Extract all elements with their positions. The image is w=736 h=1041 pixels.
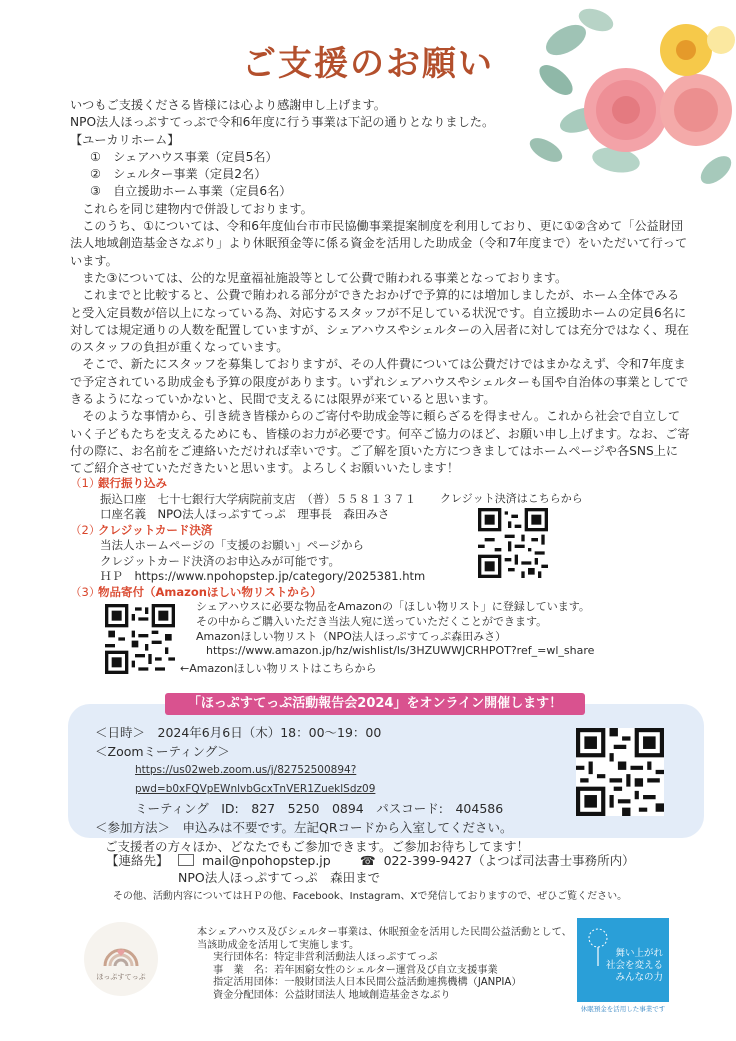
contact-org: NPO法人ほっぷすてっぷ 森田まで	[178, 870, 381, 885]
paragraph: これまでと比較すると、公費で賄われる部分ができたおかげで予算的には増加しましたが、ホーム全体でみると受入定員数が倍以上になっている為、対応するスタッフが不足している状況です。自立援助ホームの定員6名に対しては規定通りの人数を配置していますが、シェアハウスやシェルターの入居者に対しては充分ではなく、現在のスタッフの負担が重くなっています。	[70, 288, 689, 355]
amazon-text: シェアハウスに必要な物品をAmazonの「ほしい物リスト」に登録しています。	[196, 600, 590, 613]
tel-number: 022-399-9427（よつば司法書士事務所内）	[383, 853, 635, 868]
paragraph: このうち、①については、令和6年度仙台市市民協働事業提案制度を利用しており、更に①②含めて「公益財団法人地域創造基金さなぶり」より休眠預金等に係る資金を活用した助成金（令和7年度まで）をいただいて行っています。	[70, 219, 688, 268]
funding-line: 事 業 名：若年困窮女性のシェルター運営及び自立支援事業	[213, 964, 498, 976]
bank-heading: （1）銀行振り込み	[70, 476, 167, 490]
paragraph: また③については、公的な児童福祉施設等として公費で賄われる事業となっております。	[82, 270, 568, 285]
credit-heading: （2）クレジットカード決済	[70, 522, 213, 537]
event-banner: 「ほっぷすてっぷ活動報告会2024」をオンライン開催します！	[165, 693, 585, 715]
zoom-link[interactable]: https://us02web.zoom.us/j/82752500894?pwd=b0xFQVpEWnlvbGcxTnVER1ZueklSdz09	[135, 764, 376, 795]
zoom-qr-icon[interactable]	[576, 728, 664, 816]
amazon-text: その中からご購入いただき当法人宛に送っていただくことができます。	[196, 614, 548, 628]
credit-qr-icon[interactable]	[478, 508, 548, 578]
logo-text: ほっぷすてっぷ	[96, 973, 146, 981]
hopstep-logo	[84, 922, 158, 996]
logo-caption: 休眠預金を活用した事業です	[580, 1005, 666, 1013]
join-method: ＜参加方法＞ 申込みは不要です。左記QRコードから入室してください。	[95, 820, 513, 835]
list-item: ② シェルター事業（定員2名）	[90, 167, 267, 182]
mail-item	[178, 852, 331, 869]
mail-icon	[178, 854, 194, 866]
event-date: ＜日時＞ 2024年6月6日（木）18：00～19：00	[95, 725, 382, 740]
funding-line: 実行団体名：特定非営利活動法人ほっぷすてっぷ	[213, 952, 438, 964]
logo-slogan: 舞い上がれ 社会を変える みんなの力	[605, 948, 663, 983]
paragraph: そこで、新たにスタッフを募集しておりますが、その人件費については公費だけではまかなえず、令和7年度まで予定されている助成金も予算の限度があります。いずれシェアハウスやシェルターも国や自治体の事業としてできるようになっていかないと、民間で支えるには限界が来ていると思います。	[70, 357, 689, 407]
amazon-qr-icon[interactable]	[105, 604, 175, 674]
rainbow-icon	[102, 934, 140, 968]
intro-line: NPO法人ほっぷすてっぷで令和6年度に行う事業は下記の通りとなりました。	[70, 115, 495, 130]
list-item: ① シェアハウス事業（定員5名）	[90, 149, 278, 164]
credit-text: 当法人ホームページの「支援のお願い」ページから	[100, 538, 365, 552]
funding-line: 当該助成金を活用して実施します。	[197, 939, 360, 951]
meeting-id: ミーティング ID: 827 5250 0894 パスコード: 404586	[135, 801, 504, 816]
funding-note	[197, 927, 577, 1003]
event-details	[95, 723, 575, 856]
intro-section	[70, 97, 690, 478]
intro-line: 【ユーカリホーム】	[70, 132, 180, 147]
page-title: ご支援のお願い	[242, 44, 494, 84]
funding-line: 指定活用団体：一般財団法人日本民間公益活動連携機構（JANPIA）	[213, 977, 522, 989]
mail-address[interactable]: mail@npohopstep.jp	[202, 853, 331, 868]
list-item: ③ 自立援助ホーム事業（定員6名）	[90, 184, 292, 199]
contact-label: 【連絡先】	[106, 853, 169, 868]
welcome-text: ご支援者の方々ほか、どなたでもご参加できます。ご参加お待ちしてます！	[105, 839, 530, 854]
funding-line: 本シェアハウス及びシェルター事業は、休眠預金を活用した民間公益活動として、	[197, 927, 572, 938]
paragraph: そのような事情から、引き続き皆様からのご寄付や助成金等に頼らざるを得ません。これから社会で自立していく子どもたちを支えるためにも、皆様のお力が必要です。何卒ご協力のほど、お願い申し上げます。なお、ご寄付の際に、お名前をご連絡いただければ幸いです。ご了解を頂いた方につきましてはホームページや各SNS上にてご紹介させていただきたいと思います。よろしくお願いいたします！	[70, 409, 690, 476]
amazon-heading: （3）物品寄付（Amazonほしい物リストから）	[70, 584, 322, 599]
amazon-qr-caption: ←Amazonほしい物リストはこちらから	[180, 662, 377, 676]
credit-text: クレジットカード決済のお申込みが可能です。	[100, 553, 340, 568]
bank-holder: 口座名義 NPO法人ほっぷすてっぷ 理事長 森田みさ	[100, 507, 390, 521]
logo-box	[577, 918, 669, 1002]
zoom-label: ＜Zoomミーティング＞	[95, 744, 230, 759]
amazon-section	[180, 600, 595, 677]
amazon-text: Amazonほしい物リスト（NPO法人ほっぷすてっぷ森田みさ）	[196, 629, 507, 643]
credit-url[interactable]: ＨＰ https://www.npohopstep.jp/category/2025381.htm	[100, 569, 426, 583]
bank-account: 振込口座 七十七銀行大学病院前支店 （普）５５８１３７１	[100, 491, 417, 506]
amazon-url[interactable]: https://www.amazon.jp/hz/wishlist/ls/3HZUWWJCRHPOT?ref_=wl_share	[206, 644, 595, 658]
intro-line: いつもご支援くださる皆様には心より感謝申し上げます。	[70, 98, 386, 112]
tel-item	[360, 852, 635, 869]
credit-qr-caption: クレジット決済はこちらから	[440, 492, 583, 505]
funding-line: 資金分配団体：公益財団法人 地域創造基金さなぶり	[213, 989, 451, 1001]
dormant-deposit-logo	[577, 918, 669, 1018]
paragraph: これらを同じ建物内で併設しております。	[82, 201, 313, 216]
sns-note: その他、活動内容についてはＨＰの他、Facebook、Instagram、Xで発信しておりますので、ぜひご覧ください。	[112, 891, 628, 902]
phone-icon: ☎	[360, 853, 376, 868]
